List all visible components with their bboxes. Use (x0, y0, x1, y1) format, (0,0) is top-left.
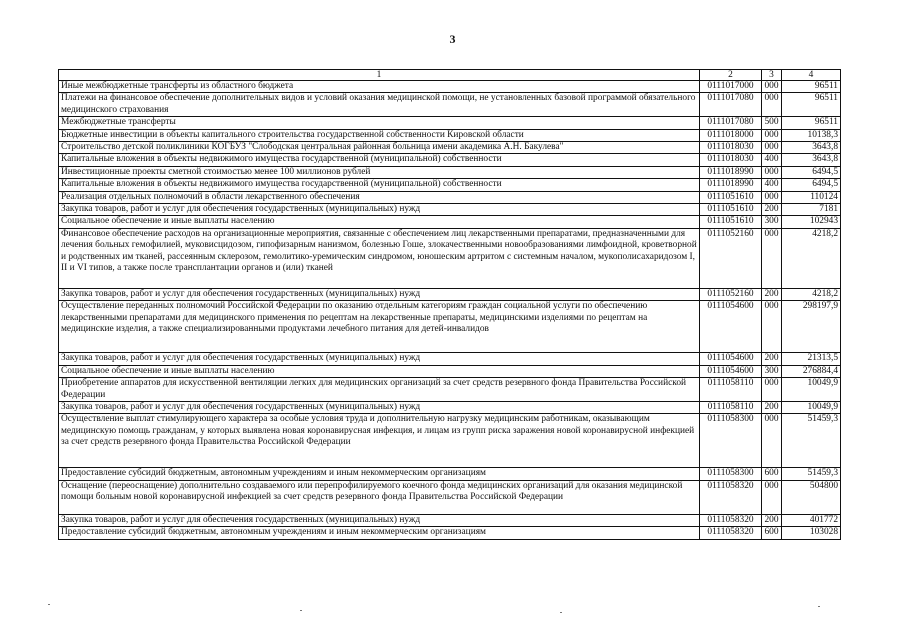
row-kind-cell: 000 (762, 81, 782, 93)
row-kind-cell: 000 (762, 93, 782, 117)
row-kind-cell: 000 (762, 301, 782, 353)
row-kind-cell: 200 (762, 514, 782, 526)
row-name-cell: Капитальные вложения в объекты недвижимого имущества государственной (муниципальной) собственности (59, 154, 700, 166)
scan-speck (48, 604, 50, 605)
row-name-cell: Закупка товаров, работ и услуг для обеспечения государственных (муниципальных) нужд (59, 514, 700, 526)
row-code-cell: 0111052160 (700, 228, 762, 288)
column-header-code: 2 (700, 70, 762, 81)
table-row (59, 228, 841, 288)
row-name-cell: Социальное обеспечение и иные выплаты населению (59, 216, 700, 228)
row-name-cell: Оснащение (переоснащение) дополнительно создаваемого или перепрофилируемого коечного фонда медицинских организаций для оказания медицинской помощи больным новой коронавирусной инфекцией за счет средств резервного фонда Правительства Российской Федерации (59, 480, 700, 514)
row-code-cell: 0111018000 (700, 129, 762, 141)
row-kind-cell: 600 (762, 468, 782, 480)
row-code-cell: 0111054600 (700, 365, 762, 377)
row-code-cell: 0111058110 (700, 378, 762, 402)
row-code-cell: 0111051610 (700, 216, 762, 228)
row-kind-cell: 200 (762, 401, 782, 413)
row-kind-cell: 200 (762, 288, 782, 300)
row-sum-cell: 102943 (782, 216, 841, 228)
row-code-cell: 0111058320 (700, 527, 762, 539)
row-code-cell: 0111017080 (700, 93, 762, 117)
row-name-cell: Реализация отдельных полномочий в области лекарственного обеспечения (59, 191, 700, 203)
row-sum-cell: 110124 (782, 191, 841, 203)
row-name-cell: Закупка товаров, работ и услуг для обеспечения государственных (муниципальных) нужд (59, 401, 700, 413)
table-row (59, 204, 841, 216)
row-sum-cell: 96511 (782, 117, 841, 129)
scan-speck (560, 612, 562, 613)
table-row (59, 179, 841, 191)
table-header-row (59, 70, 841, 81)
row-sum-cell: 96511 (782, 93, 841, 117)
row-sum-cell: 4218,2 (782, 228, 841, 288)
row-sum-cell: 51459,3 (782, 468, 841, 480)
row-name-cell: Капитальные вложения в объекты недвижимого имущества государственной (муниципальной) собственности (59, 179, 700, 191)
row-name-cell: Закупка товаров, работ и услуг для обеспечения государственных (муниципальных) нужд (59, 204, 700, 216)
row-sum-cell: 21313,5 (782, 353, 841, 365)
row-name-cell: Социальное обеспечение и иные выплаты населению (59, 365, 700, 377)
row-code-cell: 0111058300 (700, 468, 762, 480)
row-name-cell: Межбюджетные трансферты (59, 117, 700, 129)
row-kind-cell: 000 (762, 228, 782, 288)
row-sum-cell: 6494,5 (782, 179, 841, 191)
row-kind-cell: 000 (762, 480, 782, 514)
row-name-cell: Предоставление субсидий бюджетным, автономным учреждениям и иным некоммерческим организациям (59, 468, 700, 480)
row-kind-cell: 000 (762, 191, 782, 203)
row-sum-cell: 96511 (782, 81, 841, 93)
row-code-cell: 0111018990 (700, 179, 762, 191)
row-kind-cell: 200 (762, 353, 782, 365)
row-kind-cell: 000 (762, 414, 782, 468)
table-row (59, 117, 841, 129)
table-row (59, 365, 841, 377)
table-row (59, 527, 841, 539)
table-row (59, 166, 841, 178)
row-kind-cell: 300 (762, 365, 782, 377)
table-row (59, 468, 841, 480)
table-row (59, 142, 841, 154)
row-code-cell: 0111018990 (700, 166, 762, 178)
column-header-sum: 4 (782, 70, 841, 81)
row-sum-cell: 298197,9 (782, 301, 841, 353)
row-sum-cell: 7181 (782, 204, 841, 216)
row-code-cell: 0111054600 (700, 301, 762, 353)
table-row (59, 353, 841, 365)
table-row (59, 401, 841, 413)
row-name-cell: Закупка товаров, работ и услуг для обеспечения государственных (муниципальных) нужд (59, 353, 700, 365)
row-code-cell: 0111018030 (700, 142, 762, 154)
column-header-kind: 3 (762, 70, 782, 81)
row-sum-cell: 10049,9 (782, 401, 841, 413)
row-code-cell: 0111054600 (700, 353, 762, 365)
row-code-cell: 0111017000 (700, 81, 762, 93)
row-sum-cell: 276884,4 (782, 365, 841, 377)
row-code-cell: 0111051610 (700, 204, 762, 216)
row-kind-cell: 500 (762, 117, 782, 129)
table-row (59, 378, 841, 402)
row-name-cell: Иные межбюджетные трансферты из областного бюджета (59, 81, 700, 93)
row-name-cell: Осуществление переданных полномочий Российской Федерации по оказанию отдельным категориям граждан социальной услуги по обеспечению лекарственными препаратами для медицинского применения по рецептам на лекарственные препараты, медицинскими изделиями по рецептам на медицинские изделия, а также специализированными продуктами лечебного питания для детей-инвалидов (59, 301, 700, 353)
table-row (59, 93, 841, 117)
row-sum-cell: 4218,2 (782, 288, 841, 300)
page-number: 3 (449, 32, 456, 46)
row-sum-cell: 3643,8 (782, 154, 841, 166)
row-sum-cell: 3643,8 (782, 142, 841, 154)
row-code-cell: 0111051610 (700, 191, 762, 203)
table-row (59, 129, 841, 141)
row-kind-cell: 000 (762, 166, 782, 178)
row-name-cell: Финансовое обеспечение расходов на организационные мероприятия, связанные с обеспечением лиц лекарственными препаратами, предназначенными для лечения больных гемофилией, муковисцидозом, гипофизарным нанизмом, болезнью Гоше, злокачественными новообразованиями лимфоидной, кроветворной и родственных им тканей, рассеянным склерозом, гемолитико-уремическим синдромом, юношеским артритом с системным началом, мукополисахаридозом I, II и VI типов, а также после трансплантации органов и (или) тканей (59, 228, 700, 288)
row-name-cell: Закупка товаров, работ и услуг для обеспечения государственных (муниципальных) нужд (59, 288, 700, 300)
row-sum-cell: 10049,9 (782, 378, 841, 402)
row-kind-cell: 600 (762, 527, 782, 539)
table-row (59, 154, 841, 166)
row-kind-cell: 200 (762, 204, 782, 216)
scan-speck (300, 610, 302, 611)
row-name-cell: Инвестиционные проекты сметной стоимостью менее 100 миллионов рублей (59, 166, 700, 178)
row-code-cell: 0111052160 (700, 288, 762, 300)
row-sum-cell: 401772 (782, 514, 841, 526)
row-name-cell: Строительство детской поликлиники КОГБУЗ "Слободская центральная районная больница имени академика А.Н. Бакулева" (59, 142, 700, 154)
row-sum-cell: 504800 (782, 480, 841, 514)
row-sum-cell: 6494,5 (782, 166, 841, 178)
row-name-cell: Осуществление выплат стимулирующего характера за особые условия труда и дополнительную нагрузку медицинским работникам, оказывающим медицинскую помощь гражданам, у которых выявлена новая коронавирусная инфекция, и лицам из групп риска заражения новой коронавирусной инфекцией за счет средств резервного фонда Правительства Российской Федерации (59, 414, 700, 468)
row-sum-cell: 103028 (782, 527, 841, 539)
table-row (59, 81, 841, 93)
row-name-cell: Приобретение аппаратов для искусственной вентиляции легких для медицинских организаций за счет средств резервного фонда Правительства Российской Федерации (59, 378, 700, 402)
row-sum-cell: 10138,3 (782, 129, 841, 141)
row-code-cell: 0111018030 (700, 154, 762, 166)
column-header-name: 1 (59, 70, 700, 81)
table-row (59, 514, 841, 526)
table-row (59, 216, 841, 228)
row-kind-cell: 000 (762, 378, 782, 402)
row-kind-cell: 400 (762, 154, 782, 166)
scan-speck (818, 606, 820, 607)
row-name-cell: Платежи на финансовое обеспечение дополнительных видов и условий оказания медицинской помощи, не установленных базовой программой обязательного медицинского страхования (59, 93, 700, 117)
row-kind-cell: 000 (762, 142, 782, 154)
table-row (59, 414, 841, 468)
row-name-cell: Бюджетные инвестиции в объекты капитального строительства государственной собственности Кировской области (59, 129, 700, 141)
row-kind-cell: 300 (762, 216, 782, 228)
budget-table (58, 69, 841, 540)
row-code-cell: 0111058320 (700, 514, 762, 526)
row-name-cell: Предоставление субсидий бюджетным, автономным учреждениям и иным некоммерческим организациям (59, 527, 700, 539)
row-code-cell: 0111058300 (700, 414, 762, 468)
row-code-cell: 0111017080 (700, 117, 762, 129)
row-code-cell: 0111058320 (700, 480, 762, 514)
row-kind-cell: 400 (762, 179, 782, 191)
table-row (59, 301, 841, 353)
row-code-cell: 0111058110 (700, 401, 762, 413)
table-row (59, 191, 841, 203)
row-kind-cell: 000 (762, 129, 782, 141)
table-row (59, 288, 841, 300)
row-sum-cell: 51459,3 (782, 414, 841, 468)
table-row (59, 480, 841, 514)
